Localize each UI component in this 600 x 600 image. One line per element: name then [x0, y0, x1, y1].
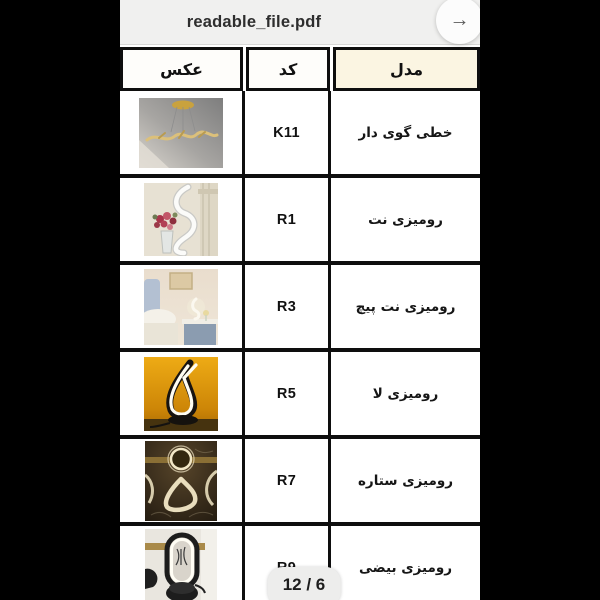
- right-letterbox: [480, 0, 600, 600]
- model-cell: رومیزی ستاره: [357, 472, 454, 489]
- header-cell-code: کد: [246, 47, 330, 91]
- document-title: readable_file.pdf: [186, 12, 322, 31]
- arrow-right-icon: →: [449, 9, 470, 31]
- forward-button[interactable]: [436, 0, 480, 44]
- table-row: [120, 265, 480, 352]
- table-row: [120, 352, 480, 439]
- code-cell: R1: [245, 178, 331, 261]
- product-photo-r9: [145, 529, 217, 600]
- code-cell: K11: [245, 91, 331, 174]
- model-cell: رومیزی نت: [368, 211, 443, 228]
- model-cell: رومیزی بیضی: [358, 559, 453, 576]
- header-cell-photo: عکس: [120, 47, 243, 91]
- pdf-viewer-screen: [120, 0, 480, 600]
- code-cell: R3: [245, 265, 331, 348]
- model-cell: رومیزی نت پیچ: [355, 298, 456, 315]
- product-photo-cell: [120, 439, 245, 522]
- product-photo-r3: [144, 269, 218, 345]
- product-photo-cell: [120, 265, 245, 348]
- model-cell: رومیزی لا: [372, 385, 439, 402]
- product-photo-r5: [144, 357, 218, 431]
- product-photo-cell: [120, 352, 245, 435]
- app-bar: [120, 0, 480, 45]
- product-photo-cell: [120, 91, 245, 174]
- model-cell: خطی گوی دار: [358, 124, 453, 141]
- page-indicator-text: 12 / 6: [282, 575, 326, 594]
- pdf-table: [120, 47, 480, 600]
- code-cell: R7: [245, 439, 331, 522]
- page-indicator-pill: [268, 567, 341, 600]
- code-cell: R5: [245, 352, 331, 435]
- header-cell-model: مدل: [333, 47, 480, 91]
- product-photo-cell: [120, 526, 245, 600]
- product-photo-cell: [120, 178, 245, 261]
- product-photo-r7: [145, 441, 217, 521]
- left-letterbox: [0, 0, 120, 600]
- table-row: [120, 178, 480, 265]
- table-header-row: [120, 47, 480, 91]
- table-row: [120, 439, 480, 526]
- table-row: [120, 91, 480, 178]
- product-photo-r1: [144, 183, 218, 256]
- product-photo-k11: [139, 98, 223, 168]
